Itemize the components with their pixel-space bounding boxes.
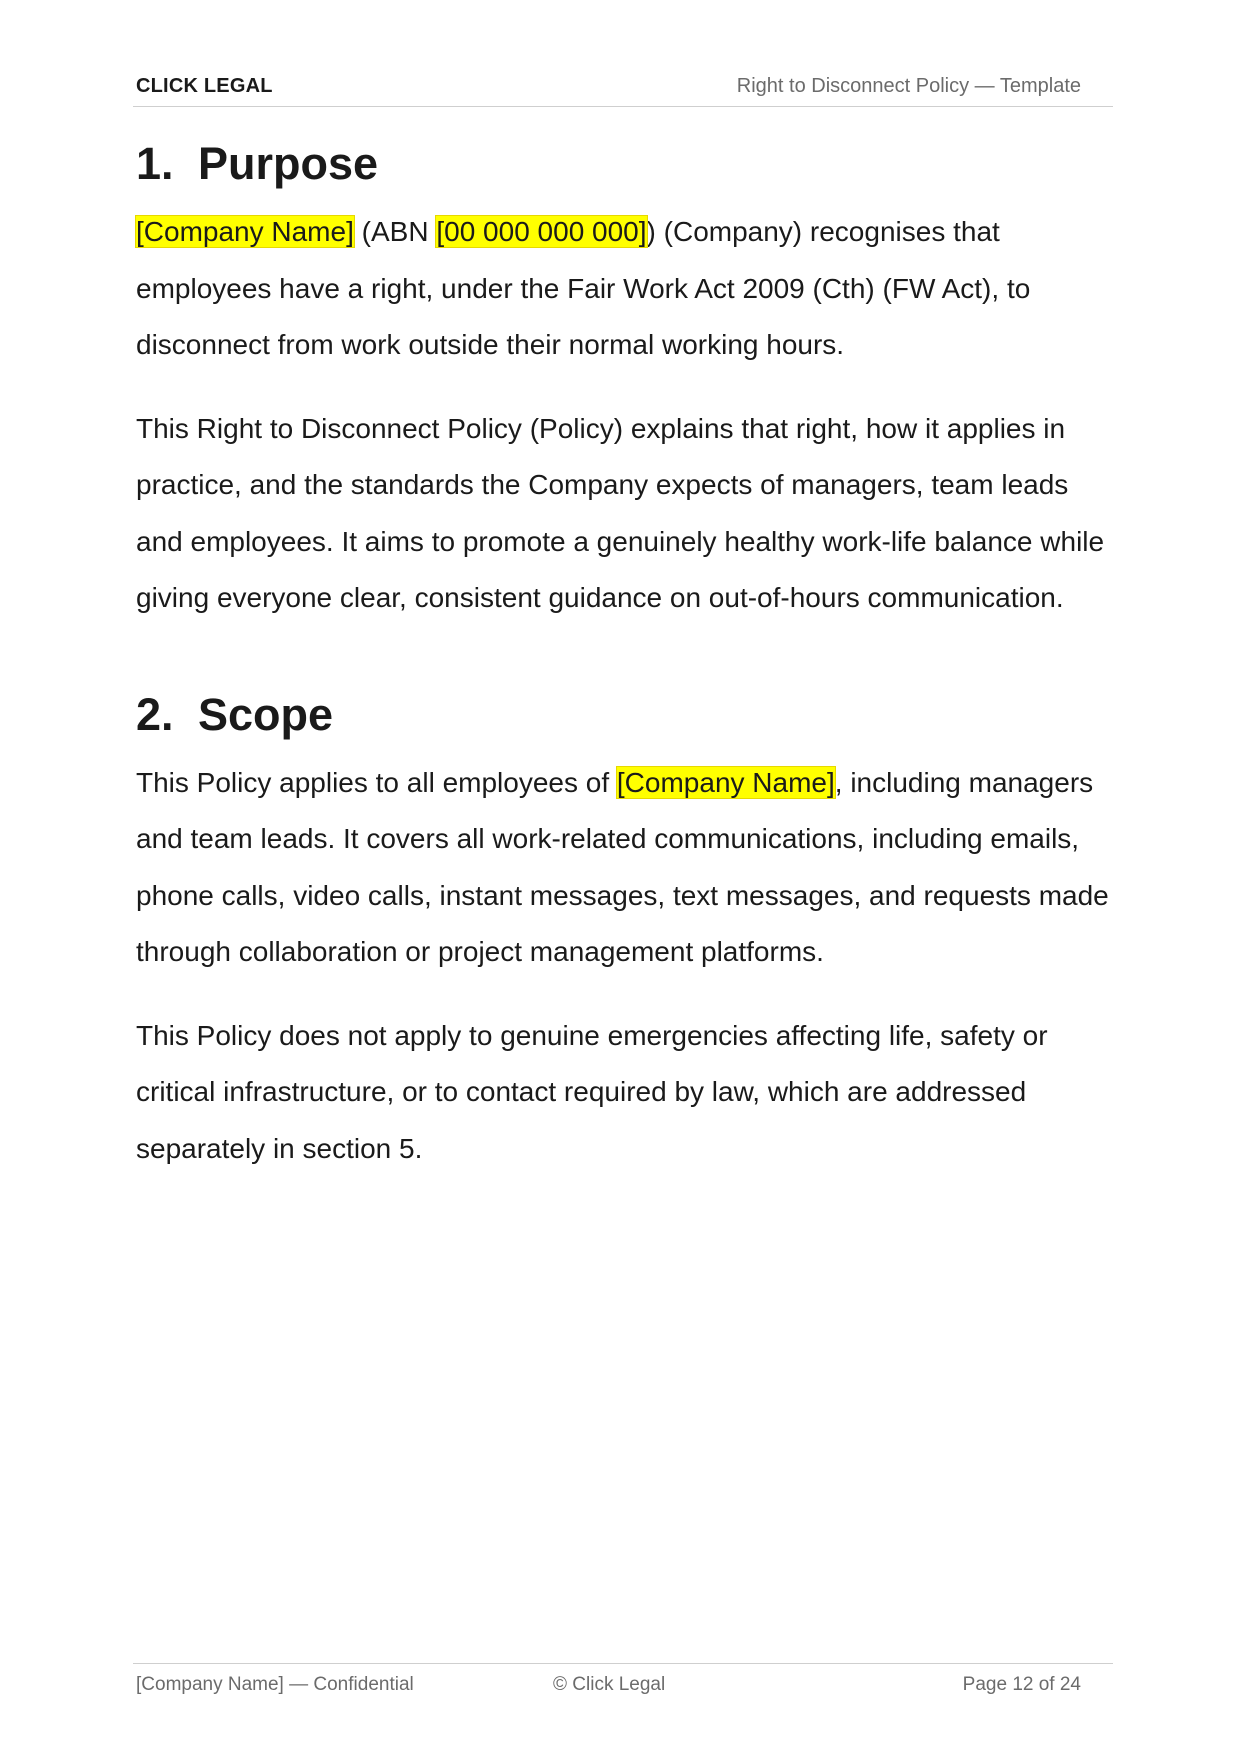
paragraph-scope-1 — [136, 755, 1116, 981]
section-purpose — [136, 128, 1116, 627]
section-title: Purpose — [198, 138, 379, 189]
paragraph-text: , including managers and team leads. It covers all work-related communications, including emails, phone calls, video calls, instant messages, text messages, and requests made through collaboration or project management platforms. — [136, 766, 1109, 967]
brand-name: CLICK LEGAL — [136, 75, 273, 97]
footer-confidential: [Company Name] — Confidential — [136, 1674, 414, 1695]
paragraph-purpose-2: This Right to Disconnect Policy (Policy) explains that right, how it applies in practice, and the standards the Company expects of managers, team leads and employees. It aims to promote a genuinely healthy work-life balance while giving everyone clear, consistent guidance on out-of-hours communication. — [136, 412, 1105, 613]
page-header — [133, 70, 1113, 107]
section-number: 1. — [136, 138, 174, 189]
section-number: 2. — [136, 688, 174, 740]
document-title: Right to Disconnect Policy — Template — [736, 75, 1081, 97]
document-body — [136, 128, 1116, 1204]
paragraph-text: This Policy applies to all employees of — [136, 766, 617, 798]
section-title: Scope — [198, 688, 334, 740]
placeholder-company-name[interactable]: [Company Name] — [616, 766, 835, 798]
paragraph-text: (ABN — [353, 216, 437, 247]
section-scope — [136, 679, 1116, 1178]
paragraph-scope-2: This Policy does not apply to genuine emergencies affecting life, safety or critical infrastructure, or to contact required by law, which are addressed separately in section 5. — [136, 1019, 1048, 1164]
paragraph-text: ) (Company) recognises that employees have a right, under the Fair Work Act 2009 (Cth) (FW Act), to disconnect from work outside their normal working hours. — [136, 216, 1031, 360]
page-number: Page 12 of 24 — [962, 1674, 1081, 1695]
footer-copyright: © Click Legal — [553, 1674, 666, 1695]
page-footer — [133, 1663, 1113, 1704]
section-heading-purpose — [136, 128, 1116, 200]
placeholder-abn[interactable]: [00 000 000 000] — [436, 216, 647, 247]
paragraph-purpose-1 — [136, 204, 1116, 374]
placeholder-company-name[interactable]: [Company Name] — [136, 216, 354, 247]
section-heading-scope — [136, 679, 1116, 751]
